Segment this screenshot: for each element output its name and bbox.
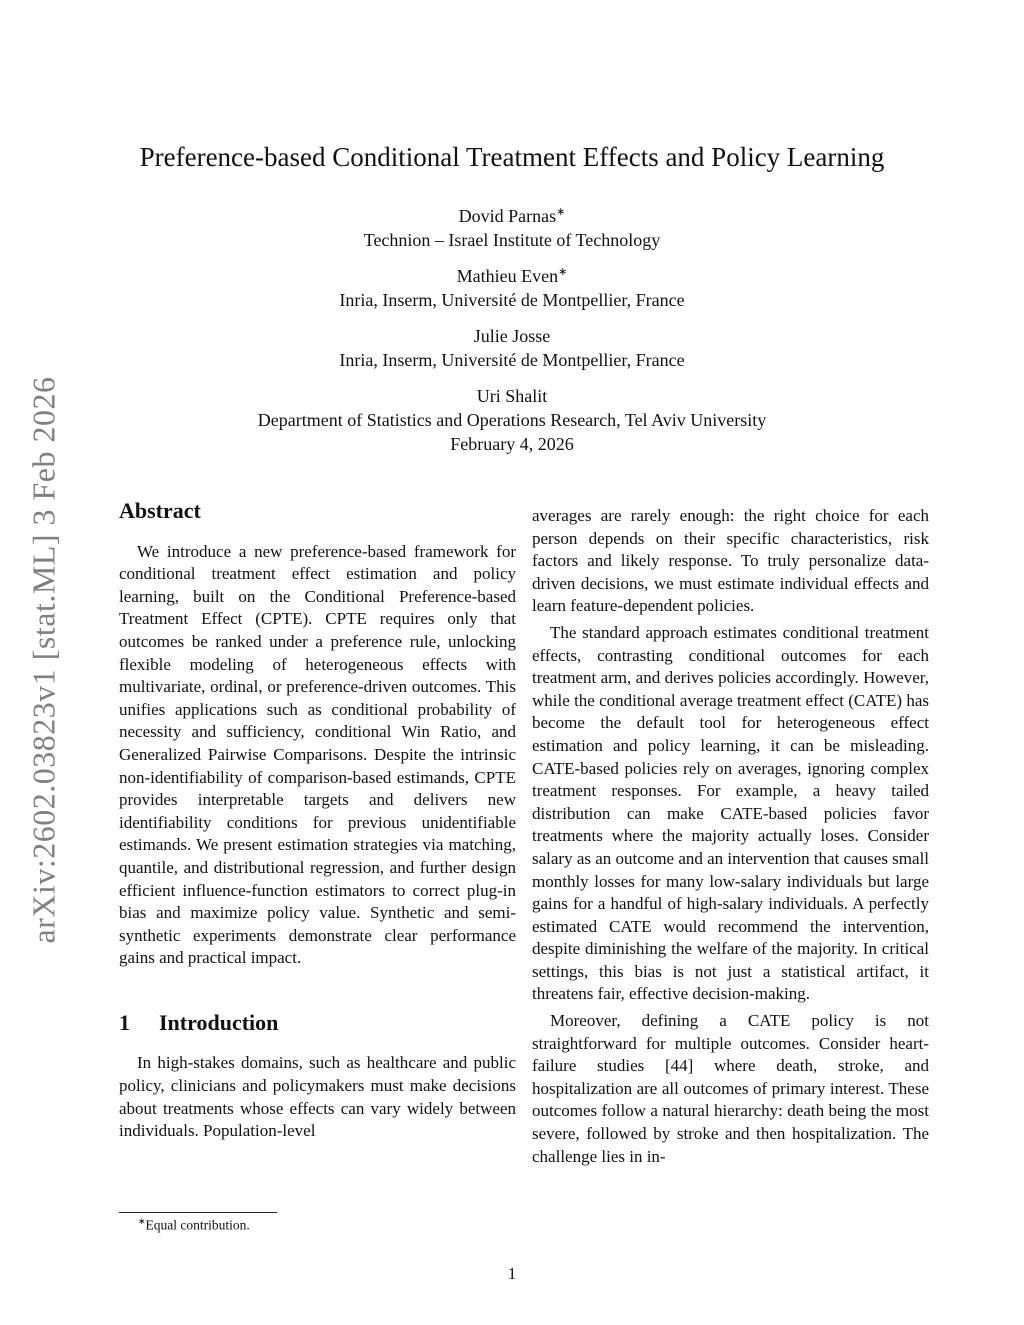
author-block <box>0 200 1024 252</box>
author-block <box>0 380 1024 432</box>
publication-date: February 4, 2026 <box>450 434 574 454</box>
author-name: Julie Josse <box>473 326 551 346</box>
footnote-mark: ∗ <box>138 1216 146 1226</box>
left-column <box>119 500 516 1147</box>
author-affiliation: Inria, Inserm, Université de Montpellier, France <box>339 290 685 310</box>
footnote <box>138 1216 250 1234</box>
page-number: 1 <box>507 1264 517 1283</box>
footnote-text: Equal contribution. <box>145 1217 250 1233</box>
author-list <box>0 200 1024 440</box>
author-name: Mathieu Even∗ <box>456 266 568 286</box>
equal-contribution-mark: ∗ <box>558 266 568 278</box>
abstract-heading: Abstract <box>119 498 201 523</box>
author-name: Dovid Parnas∗ <box>458 206 566 226</box>
intro-paragraph-1: In high-stakes domains, such as healthcare and public policy, clinicians and policymakers must make decisions about treatments whose effects can vary widely between individuals. Population-level <box>119 1053 516 1141</box>
author-affiliation: Technion – Israel Institute of Technology <box>363 230 661 250</box>
right-column <box>532 505 929 1172</box>
footnote-divider <box>119 1212 277 1213</box>
introduction-heading <box>119 1009 516 1035</box>
intro-paragraph-2: The standard approach estimates conditional treatment effects, contrasting conditional outcomes for each treatment arm, and derives policies accordingly. However, while the conditional average treatment effect (CATE) has become the default tool for heterogeneous effect estimation and policy learning, it can be misleading. CATE-based policies rely on averages, ignoring complex treatment responses. For example, a heavy tailed distribution can make CATE-based policies favor treatments where the majority actually loses. Consider salary as an outcome and an intervention that causes small monthly losses for many low-salary individuals but large gains for a handful of high-salary individuals. A perfectly estimated CATE would recommend the intervention, despite diminishing the welfare of the majority. In critical settings, this bias is not just a statistical artifact, it threatens fair, effective decision-making. <box>532 622 930 1004</box>
abstract-text: We introduce a new preference-based framework for conditional treatment effect estimation and policy learning, built on the Conditional Preference-based Treatment Effect (CPTE). CPTE requires only that outcomes be ranked under a preference rule, unlocking flexible modeling of heterogeneous effects with multivariate, ordinal, or preference-driven outcomes. This unifies applications such as conditional probability of necessity and sufficiency, conditional Win Ratio, and Generalized Pairwise Comparisons. Despite the intrinsic non-identifiability of comparison-based estimands, CPTE provides interpretable targets and delivers new identifiability conditions for previous unidentifiable estimands. We present estimation strategies via matching, quantile, and distributional regression, and further design efficient influence-function estimators to correct plug-in bias and maximize policy value. Synthetic and semi-synthetic experiments demonstrate clear performance gains and practical impact. <box>119 541 516 968</box>
author-block <box>0 320 1024 372</box>
arxiv-identifier-stamp: arXiv:2602.03823v1 [stat.ML] 3 Feb 2026 <box>25 376 62 944</box>
section-number: 1 <box>119 1009 130 1035</box>
intro-paragraph-1-continued: averages are rarely enough: the right choice for each person depends on their specific characteristics, risk factors and likely response. To truly personalize data-driven decisions, we must estimate individual effects and learn feature-dependent policies. <box>532 506 929 616</box>
author-affiliation: Inria, Inserm, Université de Montpellier, France <box>339 350 685 370</box>
equal-contribution-mark: ∗ <box>556 206 566 218</box>
author-name: Uri Shalit <box>476 386 548 406</box>
intro-paragraph-3: Moreover, defining a CATE policy is not straightforward for multiple outcomes. Consider heart-failure studies [44] where death, stroke, and hospitalization are all outcomes of primary interest. These outcomes follow a natural hierarchy: death being the most severe, followed by stroke and then hospitalization. The challenge lies in in- <box>532 1011 929 1166</box>
paper-title: Preference-based Conditional Treatment Effects and Policy Learning <box>139 142 885 172</box>
author-affiliation: Department of Statistics and Operations Research, Tel Aviv University <box>257 410 767 430</box>
section-title: Introduction <box>159 1009 279 1035</box>
author-block <box>0 260 1024 312</box>
